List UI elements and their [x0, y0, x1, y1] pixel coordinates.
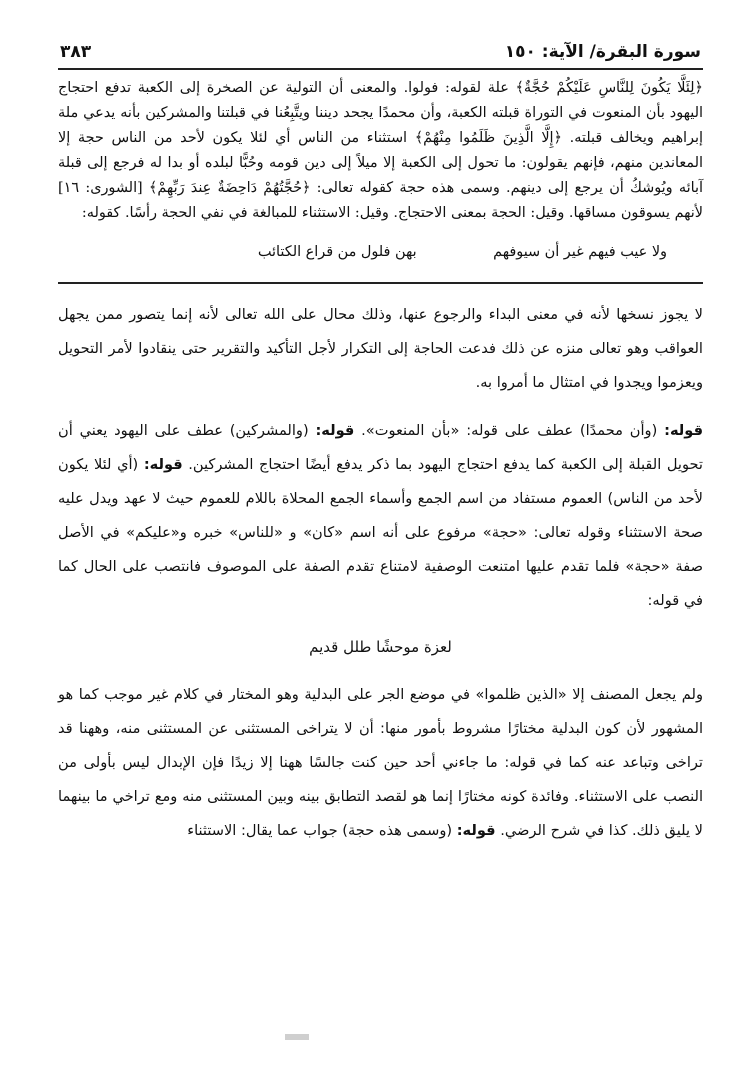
header-divider [58, 68, 703, 70]
tafsir-paragraph: ﴿لِئَلَّا يَكُونَ لِلنَّاسِ عَلَيْكُمْ حُجَّةٌ﴾ علة لقوله: فولوا. والمعنى أن التولية عن الصخرة إلى الكعبة تدفع احتجاج اليهود بأن المنعوت في التوراة قبلته الكعبة، وأن محمدًا يجحد ديننا ويتَّبِعُنا في قبلتنا والمشركين بأنه يدعي ملة إبراهيم ويخالف قبلته. ﴿إِلَّا الَّذِينَ ظَلَمُوا مِنْهُمْ﴾ استثناء من الناس أي لئلا يكون لأحد من الناس حجة إلا المعاندين منهم، فإنهم يقولون: ما تحول إلى الكعبة إلا ميلاً إلى دين قومه وحُبًّا لبلده أو بدا له فرجع إلى قبلة آبائه ويُوشكُ أن يرجع إلى دينهم. وسمى هذه حجة كقوله تعالى: ﴿حُجَّتُهُمْ دَاحِضَةٌ عِندَ رَبِّهِمْ﴾ [الشورى: ١٦] لأنهم يسوقون مساقها. وقيل: الحجة بمعنى الاحتجاج. وقيل: الاستثناء للمبالغة في نفي الحجة رأسًا. كقوله: [58, 80, 703, 221]
qawluh-keyword: قوله: [143, 456, 183, 473]
page-number: ٣٨٣ [60, 42, 92, 62]
qawluh-keyword: قوله: [664, 422, 703, 439]
commentary-paragraph-3 [58, 678, 703, 848]
running-title: سورة البقرة/ الآية: ١٥٠ [504, 42, 701, 62]
scan-mark [285, 1034, 309, 1040]
verse-second-hemistich: بهن فلول من قراع الكتائب [257, 244, 417, 260]
commentary-text-segment: (والمشركين) عطف على اليهود يعني أن تحويل القبلة إلى الكعبة كما يدفع احتجاج اليهود بما ذكر يدفع أيضًا احتجاج المشركين. [58, 422, 703, 473]
commentary-text-segment: (وأن محمدًا) عطف على قوله: «بأن المنعوت». [354, 422, 665, 439]
commentary-text-segment: (أي لئلا يكون لأحد من الناس) العموم مستفاد من اسم الجمع وأسماء الجمع المحلاة باللام للعموم حيث لا عهد ويدل عليه صحة الاستثناء وقوله تعالى: «حجة» مرفوع على أنه اسم «كان» و «للناس» خبره و«عليكم» في الأصل صفة «حجة» فلما تقدم عليها امتنعت الوصفية لامتناع تقدم الصفة على الموصوف فانتصب على الحال كما في قوله: [58, 456, 703, 609]
qawluh-keyword: قوله: [315, 422, 355, 439]
page-header [58, 30, 703, 62]
commentary-text-segment: (وسمى هذه حجة) جواب عما يقال: الاستثناء [187, 822, 457, 839]
poetry-verse [58, 240, 703, 266]
book-page [58, 30, 703, 1070]
qawluh-keyword: قوله: [456, 822, 496, 839]
commentary-paragraph-1: لا يجوز نسخها لأنه في معنى البداء والرجوع عنها، وذلك محال على الله تعالى لأنه إنما يتصور ممن يجهل العواقب وهو تعالى منزه عن ذلك فدعت الحاجة إلى التكرار لأجل التأكيد والتقرير حتى ينقادوا لأمر التحويل ويعزموا ويجدوا في امتثال ما أمروا به. [58, 306, 703, 391]
poetry-citation: لعزة موحشًا طلل قديم [309, 638, 452, 656]
commentary-divider [58, 282, 703, 284]
verse-first-hemistich: ولا عيب فيهم غير أن سيوفهم [493, 244, 667, 260]
commentary-text-segment: ولم يجعل المصنف إلا «الذين ظلموا» في موضع الجر على البدلية وهو المختار في كلام غير موجب كما هو المشهور لأن كون البدلية مختارًا مشروط بأمور منها: أن لا يتراخى المستثنى عن المستثنى منه، وههنا قد تراخى وتباعد عنه كما في قوله: ما جاءني أحد حين كنت جالسًا ههنا إلا زيدًا فإن الإبدال ليس بأولى من النصب على الاستثناء. وفائدة كونه مختارًا إنما هو لقصد التطابق بينه وبين المستثنى منه ومع تراخي ما بينهما لا يليق ذلك. كذا في شرح الرضي. [58, 686, 703, 839]
commentary-text [58, 298, 703, 848]
tafsir-text [58, 76, 703, 266]
commentary-paragraph-2 [58, 414, 703, 618]
